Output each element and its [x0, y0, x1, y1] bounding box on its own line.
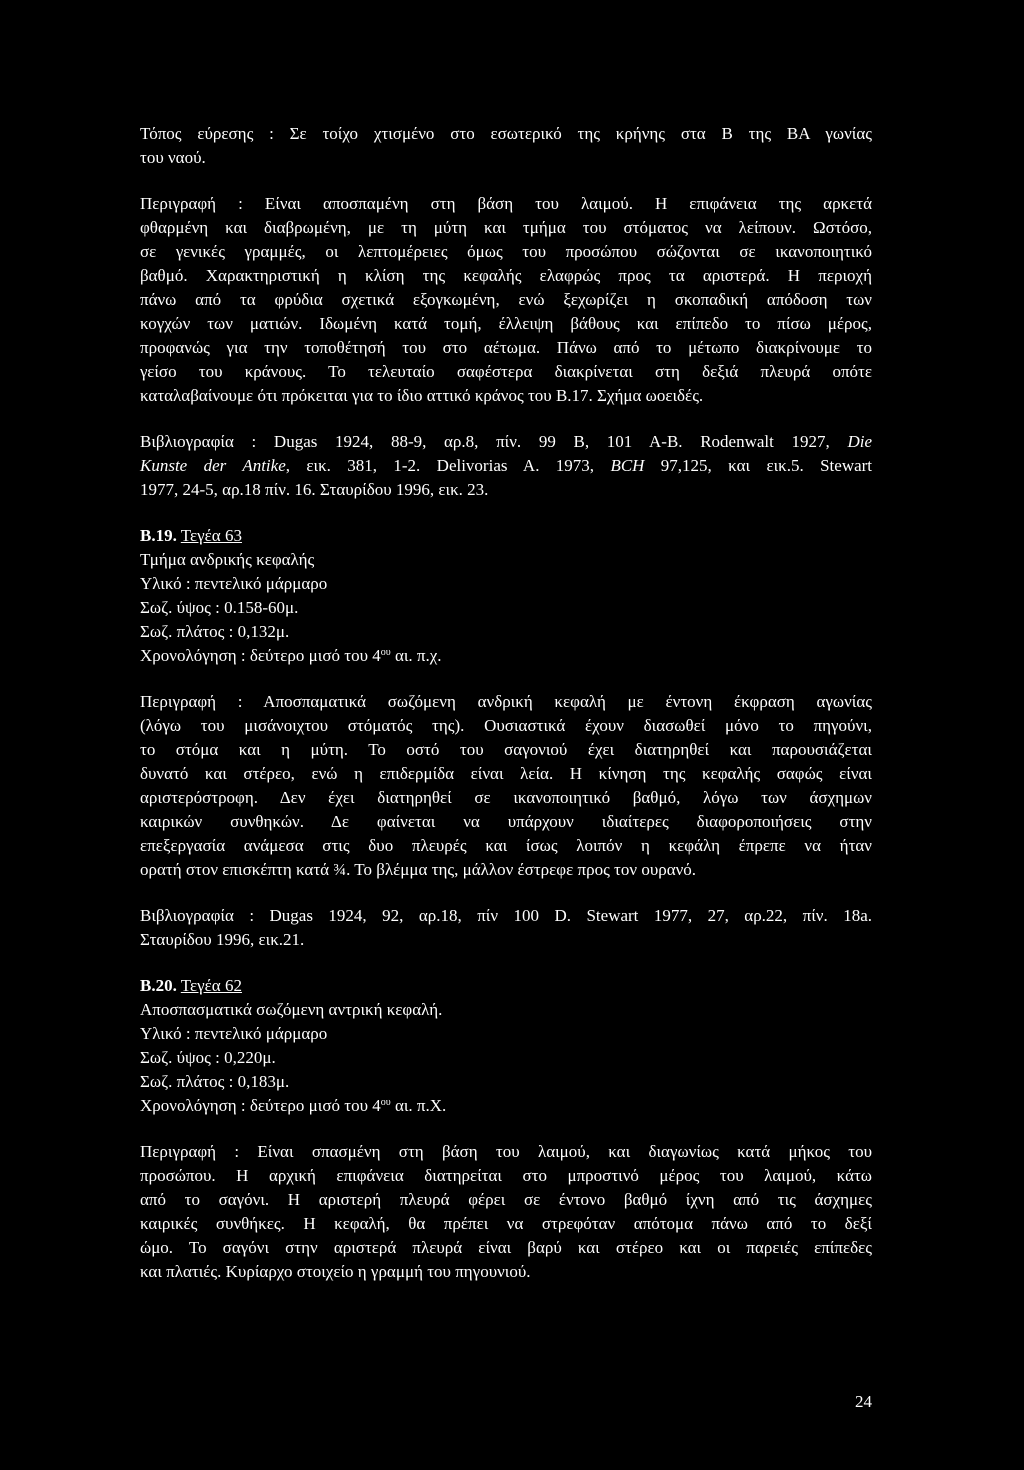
text-line: αριστερόστροφη. Δεν έχει διατηρηθεί σε ικανοποιητικό βαθμό, λόγω των άσχημων — [140, 788, 872, 807]
text-line: προσώπου. Η αρχική επιφάνεια διατηρείται στο μπροστινό μέρος του λαιμού, κάτω — [140, 1166, 872, 1185]
entry-heading — [140, 524, 872, 548]
text-line: Περιγραφή : Είναι αποσπαμένη στη βάση του λαιμού. Η επιφάνεια της αρκετά — [140, 194, 872, 213]
title-italic: Die — [847, 432, 872, 451]
text-line: Υλικό : πεντελικό μάρμαρο — [140, 1024, 328, 1043]
text-line: δυνατό και στέρεο, ενώ η επιδερμίδα είναι λεία. Η κίνηση της κεφαλής σαφώς είναι — [140, 764, 872, 783]
text-line: φθαρμένη και διαβρωμένη, με τη μύτη και τμήμα του στόματος να λείπουν. Ωστόσο, — [140, 218, 872, 237]
bibliography-text: 97,125, και εικ.5. Stewart — [644, 456, 873, 475]
findspot-paragraph — [140, 122, 872, 170]
text-line: ώμο. Το σαγόνι στην αριστερά πλευρά είναι βαρύ και στέρεο και οι παρειές επίπεδες — [140, 1238, 872, 1257]
text-line: Βιβλιογραφία : Dugas 1924, 92, αρ.18, πίν 100 D. Stewart 1977, 27, αρ.22, πίν. 18a. — [140, 906, 872, 925]
dating-text: Χρονολόγηση : δεύτερο μισό του 4 — [140, 1096, 381, 1115]
text-line: κογχών των ματιών. Ιδωμένη κατά τομή, έλλειψη βάθους και επίπεδο το πίσω μέρος, — [140, 314, 872, 333]
text-line — [140, 454, 872, 478]
text-line: Υλικό : πεντελικό μάρμαρο — [140, 574, 328, 593]
bibliography-paragraph — [140, 904, 872, 952]
text-line: το στόμα και η μύτη. Το οστό του σαγονιού έχει διατηρηθεί και παρουσιάζεται — [140, 740, 872, 759]
text-line: καιρικών συνθηκών. Δε φαίνεται να υπάρχουν ιδιαίτερες διαφοροποιήσεις στην — [140, 812, 872, 831]
dating-text: αι. π.Χ. — [390, 1096, 447, 1115]
ordinal-superscript: ου — [380, 1097, 391, 1108]
text-line: πάνω από τα φρύδια σχετικά εξογκωμένη, ενώ ξεχωρίζει η σκοπαδική απόδοση των — [140, 290, 872, 309]
dating-text: Χρονολόγηση : δεύτερο μισό του 4 — [140, 646, 381, 665]
catalogue-entry-b20 — [140, 974, 872, 1118]
document-page — [140, 122, 872, 1284]
text-line: και πλατιές. Κυρίαρχο στοιχείο η γραμμή του πηγουνιού. — [140, 1262, 531, 1281]
text-line: προφανώς για την τοποθέτησή του στο αέτωμα. Πάνω από το μέτωπο διακρίνουμε το — [140, 338, 872, 357]
text-line: Περιγραφή : Αποσπαματικά σωζόμενη ανδρική κεφαλή με έντονη έκφραση αγωνίας — [140, 692, 872, 711]
text-line: ορατή στον επισκέπτη κατά ¾. Το βλέμμα της, μάλλον έστρεφε προς τον ουρανό. — [140, 860, 697, 879]
text-line: (λόγω του μισάνοιχτου στόματός της). Ουσιαστικά έχουν διασωθεί μόνο το πηγούνι, — [140, 716, 872, 735]
text-line: Τμήμα ανδρικής κεφαλής — [140, 550, 315, 569]
text-line: καταλαβαίνουμε ότι πρόκειται για το ίδιο αττικό κράνος του Β.17. Σχήμα ωοειδές. — [140, 386, 704, 405]
bibliography-text: Βιβλιογραφία : Dugas 1924, 88-9, αρ.8, πίν. 99 Β, 101 Α-Β. Rodenwalt 1927, — [140, 432, 848, 451]
bibliography-text: , εικ. 381, 1-2. Delivorias A. 1973, — [285, 456, 611, 475]
journal-italic: BCH — [610, 456, 645, 475]
text-line: Σταυρίδου 1996, εικ.21. — [140, 930, 305, 949]
entry-number: Β.19. — [140, 526, 177, 545]
text-line: Τόπος εύρεσης : Σε τοίχο χτισμένο στο εσωτερικό της κρήνης στα Β της ΒΑ γωνίας — [140, 124, 872, 143]
description-paragraph — [140, 192, 872, 408]
page-number: 24 — [855, 1392, 872, 1411]
text-line: Σωζ. ύψος : 0,220μ. — [140, 1048, 276, 1067]
text-line: από το σαγόνι. Η αριστερή πλευρά φέρει σε έντονο βαθμό ίχνη από τις άσχημες — [140, 1190, 872, 1209]
text-line: καιρικές συνθήκες. Η κεφαλή, θα πρέπει να στρεφόταν απότομα πάνω από το δεξί — [140, 1214, 872, 1233]
title-italic: Kunste der Antike — [140, 456, 286, 475]
text-line — [140, 1094, 872, 1118]
text-line: βαθμό. Χαρακτηριστική η κλίση της κεφαλής ελαφρώς προς τα αριστερά. Η περιοχή — [140, 266, 872, 285]
text-line: επεξεργασία ανάμεσα στις δυο πλευρές και ίσως λοιπόν η κεφάλη έπρεπε να ήταν — [140, 836, 872, 855]
ordinal-superscript: ου — [380, 647, 391, 658]
text-line: 1977, 24-5, αρ.18 πίν. 16. Σταυρίδου 1996, εικ. 23. — [140, 480, 489, 499]
bibliography-paragraph — [140, 430, 872, 502]
description-paragraph — [140, 1140, 872, 1284]
entry-place: Τεγέα 63 — [180, 526, 242, 545]
text-line: σε γενικές γραμμές, οι λεπτομέρειες όμως του προσώπου σώζονται σε ικανοποιητικό — [140, 242, 872, 261]
entry-heading — [140, 974, 872, 998]
text-line — [140, 644, 872, 668]
text-line: γείσο του κράνους. Το τελευταίο σαφέστερα διακρίνεται στη δεξιά πλευρά οπότε — [140, 362, 872, 381]
text-line: Σωζ. πλάτος : 0,183μ. — [140, 1072, 290, 1091]
text-line: Σωζ. πλάτος : 0,132μ. — [140, 622, 290, 641]
text-line: Περιγραφή : Είναι σπασμένη στη βάση του λαιμού, και διαγωνίως κατά μήκος του — [140, 1142, 872, 1161]
text-line: Αποσπασματικά σωζόμενη αντρική κεφαλή. — [140, 1000, 443, 1019]
entry-place: Τεγέα 62 — [180, 976, 242, 995]
description-paragraph — [140, 690, 872, 882]
catalogue-entry-b19 — [140, 524, 872, 668]
text-line: Σωζ. ύψος : 0.158-60μ. — [140, 598, 299, 617]
text-line — [140, 430, 872, 454]
dating-text: αι. π.χ. — [390, 646, 442, 665]
text-line: του ναού. — [140, 148, 206, 167]
entry-number: Β.20. — [140, 976, 177, 995]
